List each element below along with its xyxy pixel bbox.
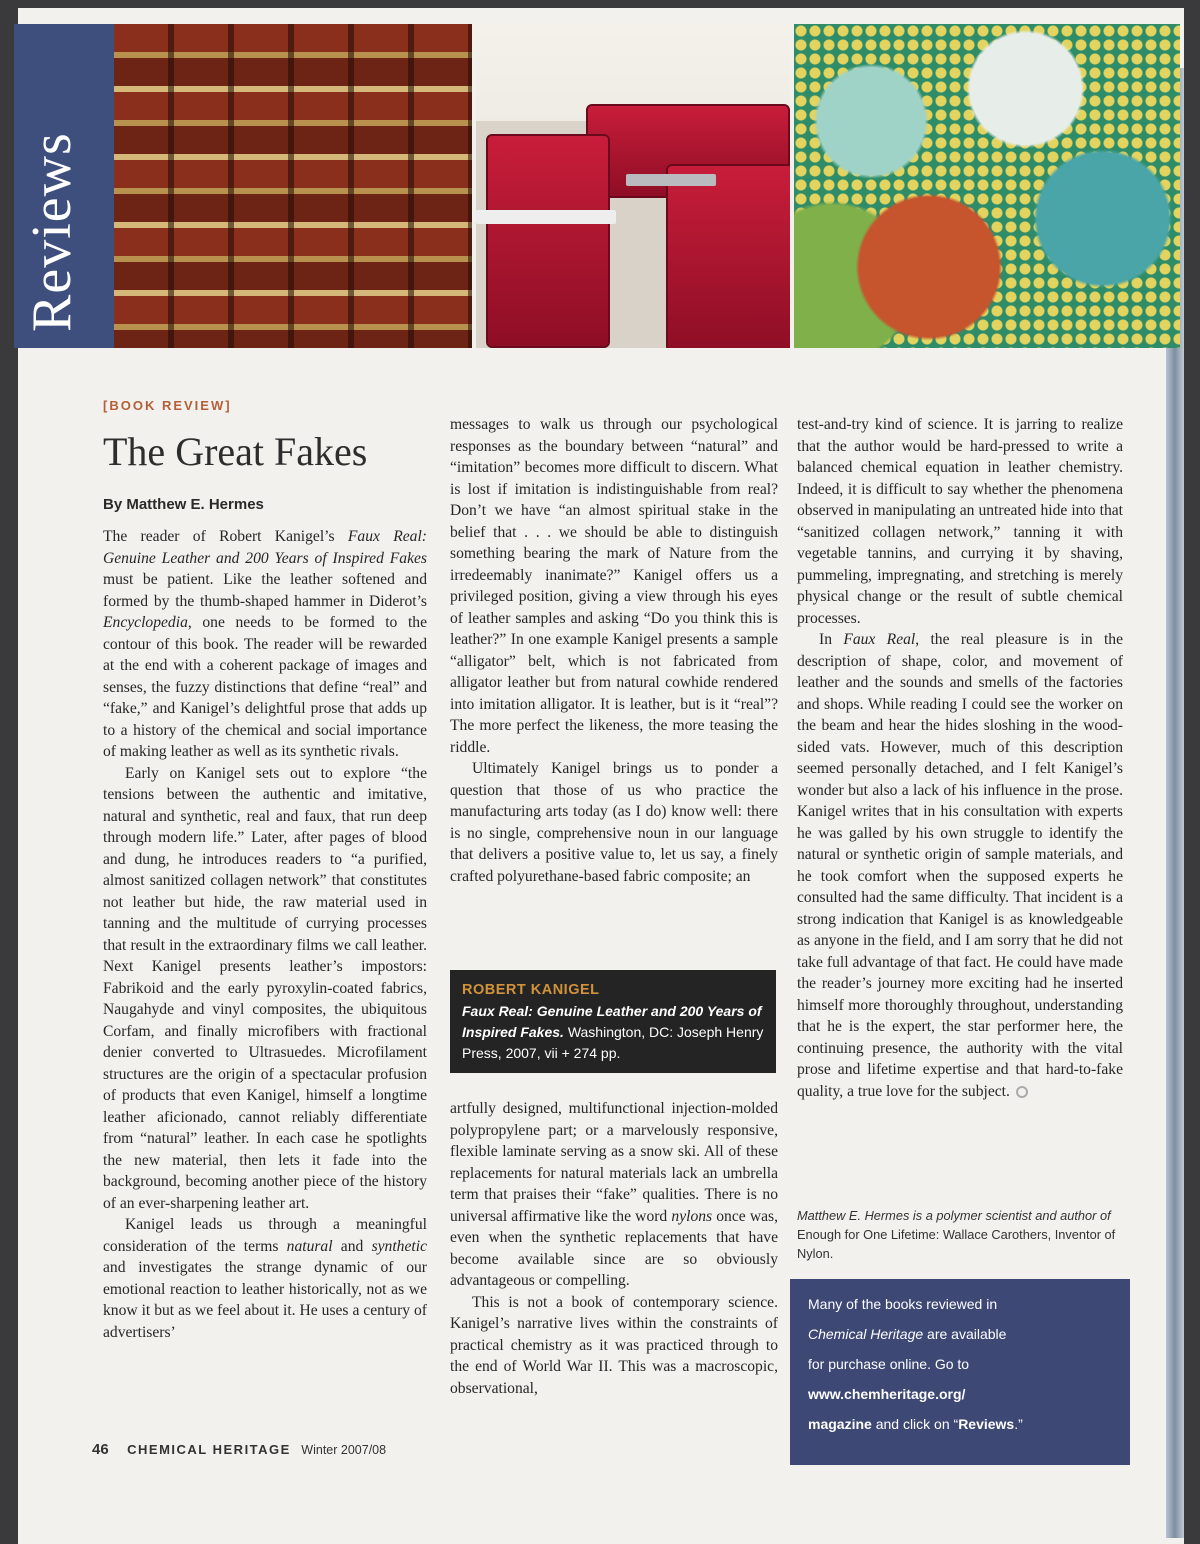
magazine-name: CHEMICAL HERITAGE [127, 1442, 291, 1457]
end-mark-icon [1016, 1086, 1028, 1098]
column-3 [797, 414, 1123, 1102]
leather-belts-photo [114, 24, 472, 348]
paragraph: messages to walk us through our psychological responses as the boundary between “natural” and “imitation” becomes more difficult to discern. What is lost if imitation is indistinguishable from real? Don’t we have “an almost spiritual stake in the belief that . . . we should be able to distinguish something bearing the mark of Nature from the irredeemably inanimate?” Kanigel offers us a privileged position, giving a view through his eyes of leather samples and asking “Do you think this is leather?” In one example Kanigel presents a sample “alligator” belt, which is not fabricated from alligator leather but from natural cowhide rendered into imitation alligator. It is leather, but is it “real”? The more perfect the likeness, the more teasing the riddle. [450, 416, 778, 756]
column-2-top [450, 414, 778, 887]
book-citation: Faux Real: Genuine Leather and 200 Years of Inspired Fakes. Washington, DC: Joseph Henry Press, 2007, vii + 274 pp. [462, 1003, 764, 1061]
section-label: Reviews [21, 132, 83, 332]
byline: By Matthew E. Hermes [103, 496, 264, 513]
promo-box [790, 1279, 1130, 1465]
paragraph: The reader of Robert Kanigel’s Faux Real: Genuine Leather and 200 Years of Inspired Fakes must be patient. Like the leather softened and formed by the thumb-shaped hammer in Diderot’s Encyclopedia, one needs to be formed to the contour of this book. The reader will be rewarded at the end with a coherent package of images and senses, the fuzzy distinctions that define “real” and “fake,” and Kanigel’s delightful prose that adds up to a history of the chemical and social importance of making leather as well as its synthetic rivals. [103, 528, 427, 760]
section-tab [14, 24, 114, 348]
booth-seat-right [666, 164, 790, 348]
promo-line: magazine and click on “Reviews.” [808, 1416, 1023, 1432]
promo-line: Many of the books reviewed in [808, 1296, 998, 1312]
paragraph: This is not a book of contemporary science. Kanigel’s narrative lives within the constraints of practical chemistry as it was practiced through to the end of World War II. This was a macroscopic, observational, [450, 1293, 778, 1397]
column-1 [103, 526, 427, 1343]
booth-table [626, 174, 716, 186]
diner-booth-photo [476, 24, 790, 348]
issue-date: Winter 2007/08 [301, 1443, 387, 1457]
paragraph: test-and-try kind of science. It is jarring to realize that the author would be hard-pressed to write a balanced chemical equation in leather chemistry. Indeed, it is difficult to say whether the phenomena observed in manipulating an untreated hide into that “sanitized collagen network,” tanning it with vegetable tannins, and currying it by shaving, pummeling, impregnating, and stretching is merely physical change or the result of subtle chemical processes. [797, 416, 1123, 627]
booth-table-front [476, 210, 616, 224]
author-note: Matthew E. Hermes is a polymer scientist and author of Enough for One Lifetime: Wallace Carothers, Inventor of Nylon. [797, 1208, 1116, 1261]
paragraph: Ultimately Kanigel brings us to ponder a question that those of us who practice the manufacturing arts today (as I do) know well: there is no single, comprehensive noun in our language that delivers a positive value to, let us say, a finely crafted polyurethane-based fabric composite; an [450, 760, 778, 885]
promo-line: for purchase online. Go to [808, 1356, 970, 1372]
book-info-box [450, 970, 776, 1073]
paragraph: Early on Kanigel sets out to explore “the tensions between the authentic and imitative, natural and synthetic, real and faux, that run deep through modern life.” Later, after pages of blood and dung, he introduces readers to “a purified, almost sanitized collagen network” that constitutes not leather but hide, the raw material used in tanning and the multitude of currying processes that result in the extraordinary films we call leather. Next Kanigel presents leather’s impostors: Fabrikoid and the early pyroxylin-coated fabrics, Naugahyde and vinyl composites, the ubiquitous Corfam, and finally microfibers with fractional denier converted to Ultrasuedes. Microfilament structures are the origin of a spectacular profusion of products that even Kanigel, himself a longtime leather aficionado, cannot reliably differentiate from “natural” leather. In each case he spotlights the new material, then lets it fade into the background, becoming another piece of the history of an ever-sharpening leather art. [103, 764, 427, 1212]
page-footer [92, 1441, 386, 1459]
paragraph: artfully designed, multifunctional injection-molded polypropylene part; or a marvelously responsive, flexible laminate serving as a snow ski. All of these replacements for natural materials lack an umbrella term that praises their “fake” qualities. There is no universal affirmative like the word nylons once was, even when the synthetic replacements that have become available since are so obviously advantageous or compelling. [450, 1100, 778, 1289]
page-number: 46 [92, 1441, 109, 1458]
article-kicker: [BOOK REVIEW] [103, 398, 232, 413]
booth-seat-left [486, 134, 610, 348]
promo-link[interactable]: www.chemheritage.org/ [808, 1386, 966, 1402]
promo-line: Chemical Heritage are available [808, 1326, 1007, 1342]
paragraph: In Faux Real, the real pleasure is in the description of shape, color, and movement of leather and the sounds and smells of the factories and shops. While reading I could see the worker on the beam and hear the hides sloshing in the wood-sided vats. However, much of this description seemed personally detached, and I felt Kanigel’s wonder but also a lack of his influence in the prose. Kanigel writes that in his consultation with experts he was galled by his own struggle to identify the natural or synthetic origin of sample materials, and he took comfort when the supposed experts he consulted had the same difficulty. That incident is a strong indication that Kanigel is as knowledgeable as anyone in the field, and I am sorry that he did not take full advantage of that fact. He could have made the reader’s journey more exciting had he inserted himself more thoroughly throughout, understanding that he is the expert, the star performer here, the continuing presence, the authority with the vital prose and lifetime expertise and that hard-to-fake quality, a true love for the subject. [797, 631, 1123, 1100]
reptile-scales-photo [794, 24, 1180, 348]
photo-banner [14, 24, 1180, 348]
paragraph: Kanigel leads us through a meaningful consideration of the terms natural and synthetic and investigates the strange dynamic of our emotional reaction to leather historically, not as we know it but as we feel about it. He uses a century of advertisers’ [103, 1216, 427, 1341]
column-2-bottom [450, 1098, 778, 1399]
book-author: ROBERT KANIGEL [462, 982, 600, 998]
article-title: The Great Fakes [103, 429, 368, 474]
